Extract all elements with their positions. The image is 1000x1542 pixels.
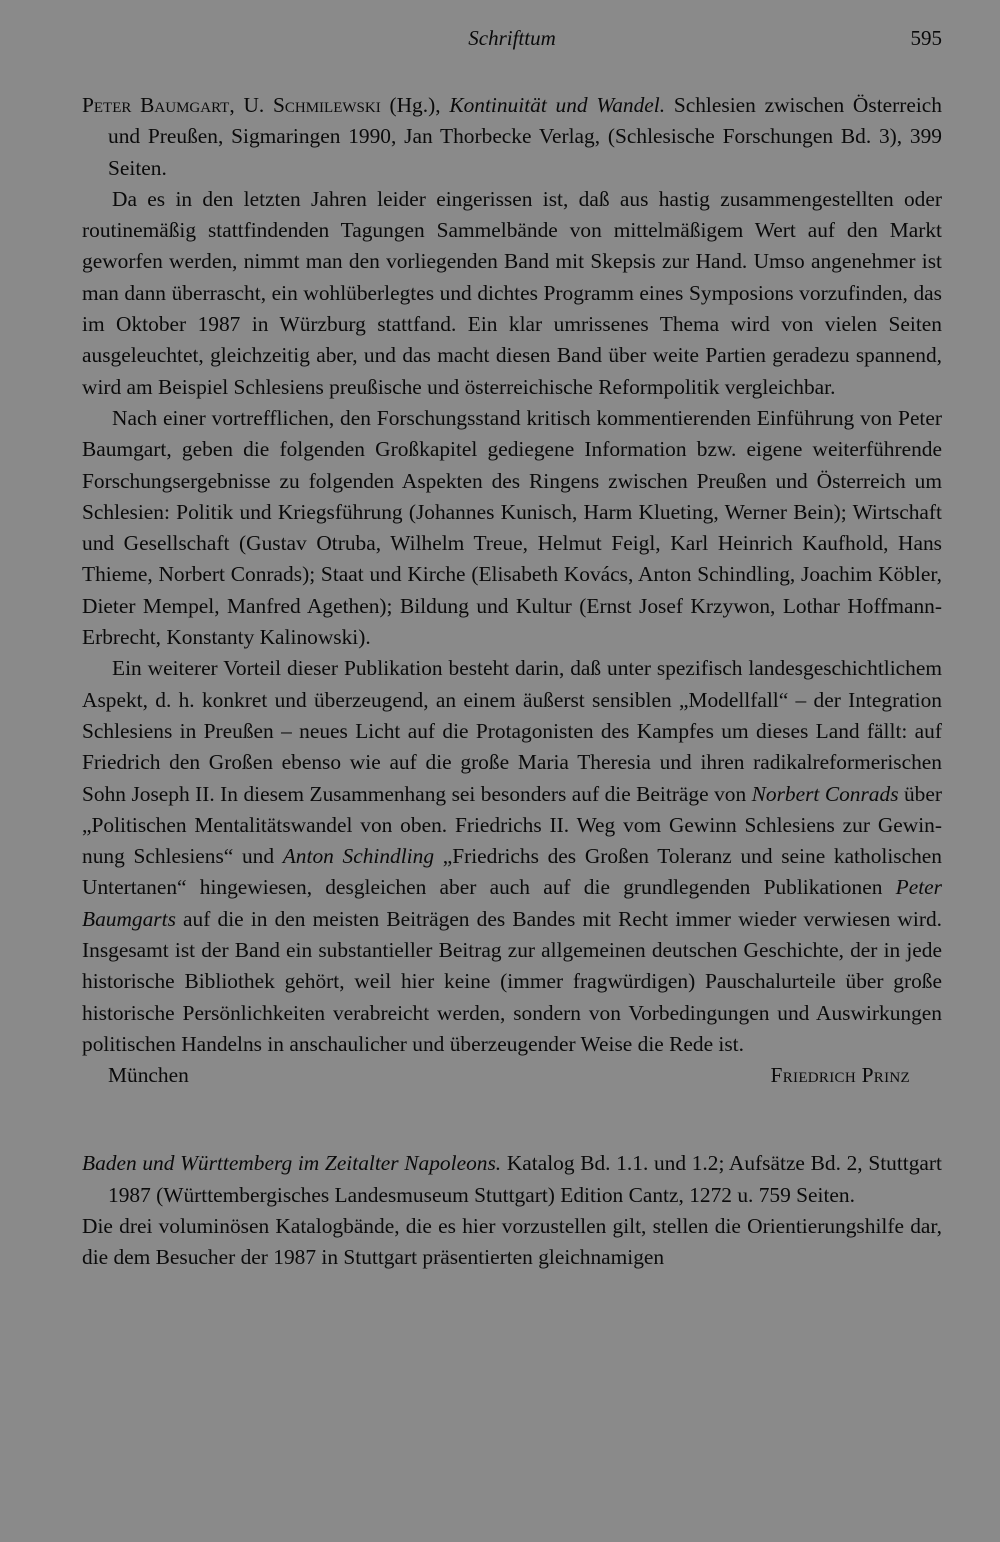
review-citation	[82, 1148, 942, 1211]
cited-author: Anton Schindling	[282, 844, 435, 869]
book-page	[82, 26, 942, 1273]
review-paragraph: Die drei voluminösen Katalogbände, die es hier vorzustellen gilt, stellen die Orientierungshilfe dar, die dem Besucher der 1987 in Stuttgart präsentierten gleichnamigen	[82, 1213, 942, 1270]
review-baumgart	[82, 90, 942, 1092]
citation-title: Baden und Württemberg im Zeitalter Napoleons.	[82, 1151, 502, 1176]
citation-title: Kontinuität und Wandel.	[449, 93, 666, 117]
text-run: auf die in den meisten Beiträgen des Bandes mit Recht immer wieder verwiesen wird. Insgesamt ist der Band ein substantieller Beitrag zur allgemeinen deutschen Geschichte, der in jede historische Bibliothek gehört, weil hier keine (immer fragwürdigen) Pauschalurteile über große historische Persönlichkeiten verabreicht werden, sondern von Vorbedingungen und Auswirkungen politischen Handelns in anschaulicher und überzeugender Weise die Rede ist.	[82, 906, 942, 1056]
citation-details: Katalog Bd. 1.1. und 1.2; Aufsätze Bd. 2, Stuttgart 1987 (Württembergisches Landesmuseum Stuttgart) Edition Cantz, 1272 u. 759 Seiten.	[108, 1151, 942, 1207]
review-paragraph: Da es in den letzten Jahren leider eingerissen ist, daß aus hastig zusammengestellten oder routinemäßig stattfindenden Tagungen Sammelbände von mittelmäßigem Wert auf den Markt geworfen werden, nimmt man den vorliegenden Band mit Skepsis zur Hand. Umso angenehmer ist man dann überrascht, ein wohlüberlegtes und dichtes Programm eines Symposions vorzufinden, das im Oktober 1987 in Würzburg stattfand. Ein klar umrissenes Thema wird von vielen Seiten ausgeleuchtet, gleichzeitig aber, und das macht diesen Band über weite Partien geradezu spannend, wird am Beispiel Schlesiens preußische und österreichische Reformpolitik vergleichbar.	[82, 186, 942, 399]
cited-author: Norbert Conrads	[751, 781, 899, 806]
review-paragraph: Nach einer vortrefflichen, den Forschungsstand kritisch kommentierenden Einführung von Peter Baumgart, geben die folgenden Großkapitel gediegene Information bzw. eigene weiterführende Forschungsergebnisse zu folgenden Aspekten des Ringens zwischen Preußen und Österreich um Schlesien: Politik und Kriegsführung (Johannes Kunisch, Harm Klueting, Werner Bein); Wirtschaft und Gesellschaft (Gustav Otruba, Wilhelm Treue, Helmut Feigl, Karl Heinrich Kaufhold, Hans Thieme, Norbert Conrads); Staat und Kirche (Elisabeth Kovács, Anton Schindling, Joachim Köbler, Dieter Mempel, Manfred Agethen); Bildung und Kultur (Ernst Josef Krzywon, Lothar Hoffmann-Erbrecht, Konstanty Kalinowski).	[82, 405, 942, 650]
review-baden-wuerttemberg	[82, 1148, 942, 1273]
citation-authors: Peter Baumgart, U. Schmilewski	[82, 93, 381, 117]
text-run: Ein weiterer Vorteil dieser Publikation besteht darin, daß unter spezifisch landesgeschichtlichem Aspekt, d. h. konkret und überzeugend, an einem äußerst sensiblen „Modellfall“ – der Integration Schlesiens in Preußen – neues Licht auf die Protagonisten des Kampfes um dieses Land fällt: auf Friedrich den Großen ebenso wie auf die große Maria Theresia und ihren radikalreformerischen Sohn Joseph II. In diesem Zusammenhang sei besonders auf die Beiträge von	[82, 656, 942, 806]
cited-author: Peter Baumgarts	[82, 875, 942, 931]
review-citation	[82, 90, 942, 184]
signature-place: München	[108, 1063, 189, 1088]
text-run: über „Politischen Mentalitätswandel von oben. Friedrichs II. Weg vom Gewinn Schlesiens zur Gewinnung Schlesiens“ und	[82, 781, 942, 869]
citation-editor-note: (Hg.),	[380, 93, 450, 117]
review-paragraph	[82, 653, 942, 1060]
signature-author: Friedrich Prinz	[770, 1063, 910, 1088]
citation-details: Schlesien zwischen Österreich und Preußen, Sigmaringen 1990, Jan Thorbecke Verlag, (Schlesische Forschungen Bd. 3), 399 Seiten.	[108, 93, 943, 180]
running-header	[82, 26, 942, 62]
text-run: „Friedrichs des Großen Toleranz und seine katholischen Untertanen“ hingewiesen, desgleichen aber auch auf die grundlegenden Publikationen	[82, 844, 942, 900]
running-title: Schrifttum	[468, 26, 556, 50]
review-signature	[82, 1060, 942, 1092]
page-number: 595	[910, 26, 942, 50]
